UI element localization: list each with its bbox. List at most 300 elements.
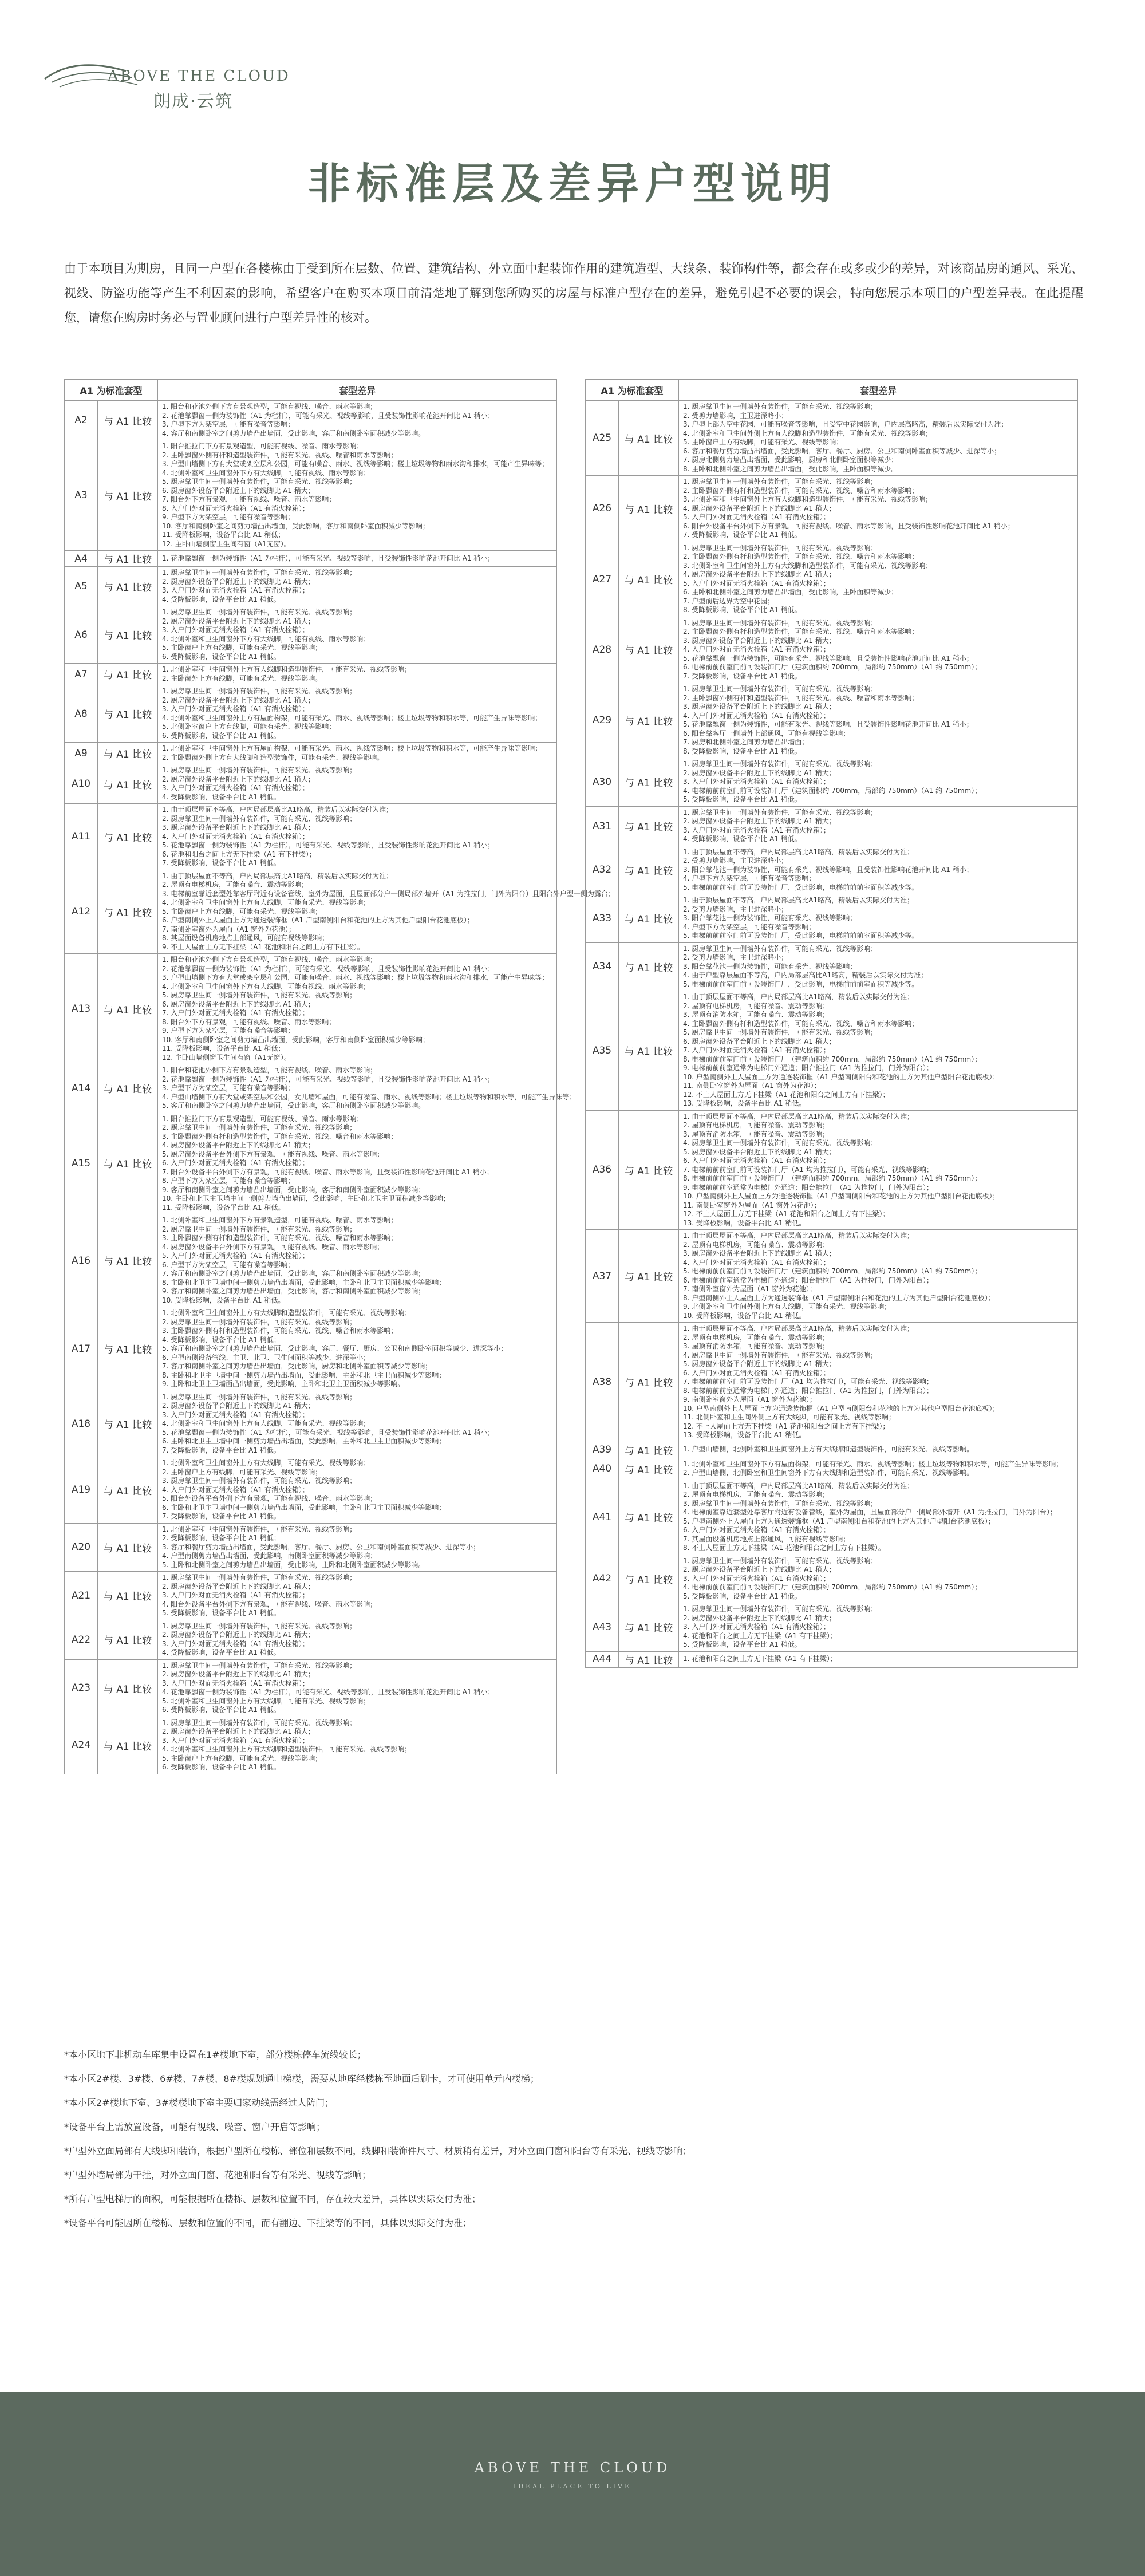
note-item: *设备平台上需放置设备，可能有视线、噪音、窗户开启等影响； — [64, 2121, 326, 2132]
difference-item: 7. 入户门外对面无消火栓箱（A1 有消火栓箱）； — [162, 1009, 309, 1017]
difference-item: 3. 厨房靠卫生间一侧墙外有装饰件，可能有采光、视线等影响； — [683, 1499, 878, 1508]
difference-item: 5. 客厅和南侧卧室之间剪力墙凸出墙面，受此影响，客厅和南侧卧室面积减少等影响。 — [162, 1102, 425, 1110]
table-row — [65, 1523, 557, 1572]
difference-item: 8. 其屋面设备机房地点上部通风，可能有视线等影响； — [162, 934, 329, 942]
unit-code: A19 — [65, 1457, 98, 1524]
difference-item: 4. 受降板影响，设备平台比 A1 稍低； — [162, 1335, 281, 1344]
difference-item: 7. 受降板影响，设备平台比 A1 稍低。 — [162, 859, 281, 867]
difference-item: 5. 厨房靠卫生间一侧墙外有装饰件，可能有采光、视线等影响； — [162, 991, 357, 999]
difference-item: 7. 厨房和北侧卧室之间剪力墙凸出墙面； — [683, 738, 809, 746]
difference-item: 2. 主卧飘窗外侧有杆和造型装饰件，可能有采光、视线、噪音和雨水等影响； — [683, 693, 919, 702]
compare-label: 与 A1 比较 — [619, 1458, 679, 1480]
difference-item: 6. 电梯前前前室通常为电梯门外通道；阳台推拉门（A1 为推拉门，门外为阳台）； — [683, 1276, 933, 1284]
table-row — [65, 685, 557, 743]
compare-label: 与 A1 比较 — [619, 1442, 679, 1458]
difference-item: 4. 受降板影响，设备平台比 A1 稍低。 — [683, 835, 802, 843]
difference-item: 4. 阳台外设备平台外侧下方有景观，可能有视线、噪音、雨水等影响； — [162, 1600, 377, 1608]
difference-item: 2. 受剪力墙影响，主卫进深略小； — [683, 857, 788, 865]
difference-item: 3. 户型上部为空中花园，可能有噪音等影响，且受空中花园影响，户内层高略高，精装后以实际交付为准； — [683, 420, 1008, 428]
compare-label: 与 A1 比较 — [619, 401, 679, 476]
difference-item: 5. 受降板影响，设备平台比 A1 稍低。 — [683, 1592, 802, 1600]
difference-item: 6. 受降板影响，设备平台比 A1 稍低。 — [162, 1763, 281, 1771]
compare-label: 与 A1 比较 — [98, 743, 158, 764]
table-row — [586, 1458, 1078, 1480]
difference-cell — [158, 743, 557, 764]
difference-cell — [679, 758, 1078, 807]
difference-item: 3. 北侧卧室和卫生间窗外上方有大线脚和造型装饰件，可能有采光、视线等影响； — [683, 561, 933, 570]
difference-item: 7. 客厅和南侧卧室之间剪力墙凸出墙面，受此影响，厨房和北侧卧室面积等减少等影响； — [162, 1362, 432, 1370]
difference-item: 4. 入户门外对面无消火栓箱（A1 有消火栓箱）； — [683, 711, 830, 720]
difference-cell — [679, 1110, 1078, 1230]
table-row — [65, 764, 557, 804]
difference-item: 3. 北侧卧室和卫生间窗外上方有大线脚和造型装饰件，可能有采光、视线等影响； — [683, 495, 933, 503]
difference-item: 4. 北侧卧室和卫生间窗外上方有屋面构架，可能有采光、雨水、视线等影响；楼上垃圾等物和积水等，可能产生异味等影响； — [162, 713, 542, 722]
difference-item: 5. 户型南侧外上人屋面上方为通透装饰框（A1 户型南侧阳台和花池的上方为其他户型阳台花池底板）； — [683, 1517, 995, 1525]
difference-item: 2. 厨房窗外设备平台附近上下的线脚比 A1 稍大； — [162, 775, 315, 783]
difference-cell — [679, 1458, 1078, 1480]
table-row — [65, 606, 557, 664]
difference-item: 5. 入户门外对面无消火栓箱（A1 有消火栓箱）； — [683, 513, 830, 521]
difference-item: 4. 厨房窗外设备平台附近上下的线脚比 A1 稍大； — [162, 1141, 315, 1149]
difference-item: 6. 户型下方为架空层，可能有噪音等影响； — [162, 1260, 295, 1269]
difference-item: 4. 厨房窗外设备平台附近上下的线脚比 A1 稍大； — [683, 504, 836, 512]
table-row — [65, 1307, 557, 1391]
difference-item: 10. 主卧和北卫主卫墙中间一侧剪力墙凸出墙面，受此影响，主卧和北卫主卫面积减少等影响； — [162, 1194, 450, 1202]
difference-item: 1. 厨房靠卫生间一侧墙外有装饰件，可能有采光、视线等影响； — [162, 766, 357, 774]
difference-item: 2. 屋顶有电梯机房，可能有噪音、震动等影响； — [162, 881, 309, 889]
difference-item: 2. 厨房窗外设备平台附近上下的线脚比 A1 稍大； — [683, 1614, 836, 1622]
unit-code: A12 — [65, 870, 98, 954]
difference-cell — [679, 942, 1078, 991]
difference-item: 5. 厨房窗外设备平台外侧下方有景观，可能有视线、噪音、雨水等影响； — [162, 1150, 384, 1158]
difference-item: 7. 阳台外下方有景观，可能有视线、噪音、雨水等影响； — [162, 495, 336, 503]
difference-item: 4. 户型下方为架空层，可能有噪音等影响； — [683, 922, 816, 931]
table-row — [586, 1442, 1078, 1458]
difference-item: 5. 电梯前前前室门前可设装饰门厅，受此影响，电梯前前前室面积等减少等。 — [683, 883, 919, 891]
difference-item: 2. 主卧飘窗外侧上方有大线脚和造型装饰件，可能有采光、视线等影响。 — [162, 753, 384, 762]
difference-item: 5. 花池靠飘窗一侧为装饰性，可能有采光、视线等影响，且受装饰性影响花池开间比 A1 稍小； — [683, 654, 973, 662]
unit-code: A39 — [586, 1442, 619, 1458]
unit-code: A38 — [586, 1323, 619, 1442]
difference-item: 4. 受降板影响，设备平台比 A1 稍低。 — [162, 1648, 281, 1656]
difference-item: 2. 厨房窗外设备平台附近上下的线脚比 A1 稍大； — [162, 1727, 315, 1735]
difference-item: 7. 阳台外设备平台外侧下方有景观，可能有视线、噪音、雨水等影响，且受装饰性影响花池开间比 A1 稍小； — [162, 1167, 493, 1176]
unit-code: A27 — [586, 542, 619, 617]
difference-cell — [158, 1717, 557, 1774]
difference-item: 5. 入户门外对面无消火栓箱（A1 有消火栓箱）； — [683, 579, 830, 587]
difference-item: 2. 主卧窗外上方有线脚，可能有采光、视线等影响。 — [162, 674, 322, 683]
difference-item: 2. 屋顶有电梯机房，可能有噪音、震动等影响； — [683, 1240, 830, 1249]
difference-item: 7. 受降板影响，设备平台比 A1 稍低。 — [162, 1446, 281, 1454]
difference-item: 2. 主卧飘窗外侧有杆和造型装饰件，可能有采光、视线、噪音和雨水等影响； — [683, 553, 919, 561]
difference-cell — [679, 1323, 1078, 1442]
difference-item: 5. 北侧卧室窗户上方有线脚，可能有采光、视线等影响； — [162, 723, 336, 731]
table-row — [586, 476, 1078, 542]
difference-item: 6. 阳台外设备平台外侧下方有景观，可能有视线、噪音、雨水等影响，且受装饰性影响花池开间比 A1 稍小； — [683, 522, 1014, 530]
table-row — [65, 551, 557, 567]
compare-label: 与 A1 比较 — [619, 1480, 679, 1555]
brand-logo — [40, 45, 292, 112]
difference-item: 5. 主卧和北侧卧室之间剪力墙凸出墙面，受此影响，主卧和北侧卧室面积减少等影响。 — [162, 1560, 425, 1569]
unit-code: A6 — [65, 606, 98, 664]
difference-item: 1. 北侧卧室和卫生间窗外有装饰件，可能有采光、视线等影响； — [162, 1525, 357, 1533]
table-row — [65, 1620, 557, 1659]
difference-item: 2. 户型山墙侧，北侧卧室和卫生间窗外下方有大线脚和造型装饰件，可能有采光、视线等影响。 — [683, 1469, 974, 1477]
unit-code: A13 — [65, 954, 98, 1064]
compare-label: 与 A1 比较 — [619, 758, 679, 807]
table-row — [65, 440, 557, 551]
difference-item: 7. 厨房北侧剪力墙凸出墙面，受此影响，厨房和北侧卧室面积等减少； — [683, 456, 898, 464]
difference-item: 9. 北侧卧室和卫生间外侧上方有大线脚，可能有采光、视线等影响； — [683, 1303, 891, 1311]
unit-code: A9 — [65, 743, 98, 764]
compare-label: 与 A1 比较 — [619, 1110, 679, 1230]
difference-item: 2. 厨房窗外设备平台附近上下的线脚比 A1 稍大； — [162, 696, 315, 704]
compare-label: 与 A1 比较 — [98, 1659, 158, 1717]
difference-item: 7. 入户门外对面无消火栓箱（A1 有消火栓箱）； — [683, 1046, 830, 1054]
difference-item: 3. 屋顶有消防水箱，可能有噪音、震动等影响； — [683, 1011, 830, 1019]
difference-item: 6. 花池和阳台之间上方无下挂梁（A1 有下挂梁）； — [162, 850, 316, 858]
unit-code: A31 — [586, 806, 619, 846]
compare-label: 与 A1 比较 — [619, 542, 679, 617]
compare-label: 与 A1 比较 — [98, 764, 158, 804]
difference-cell — [158, 1391, 557, 1457]
brand-chinese: 朗成·云筑 — [153, 92, 234, 112]
difference-item: 5. 主卧窗户上方有线脚，可能有采光、视线等影响； — [162, 1754, 322, 1762]
compare-label: 与 A1 比较 — [98, 1391, 158, 1457]
difference-item: 3. 主卧飘窗外侧有杆和造型装饰件，可能有采光、视线、噪音和雨水等影响； — [162, 1234, 398, 1242]
difference-item: 1. 由于顶层屋面不等高，户内局部层高比A1略高，精装后以实际交付为准； — [683, 1481, 914, 1490]
table-row — [65, 1659, 557, 1717]
compare-label: 与 A1 比较 — [619, 1651, 679, 1667]
compare-label: 与 A1 比较 — [619, 1603, 679, 1652]
difference-item: 5. 主卧窗户上方有线脚，可能有采光、视线等影响； — [162, 644, 322, 652]
difference-cell — [679, 806, 1078, 846]
difference-item: 11. 北侧卧室和卫生间外侧上方有大线脚，可能有采光、视线等影响； — [683, 1413, 895, 1421]
unit-code: A23 — [65, 1659, 98, 1717]
difference-item: 5. 电梯前前前室门前可设装饰门厅，受此影响，电梯前前前室面积等减少等。 — [683, 932, 919, 940]
difference-item: 8. 主卧和北侧卧室之间剪力墙凸出墙面，受此影响，主卧面积等减少。 — [683, 464, 898, 473]
difference-cell — [158, 1307, 557, 1391]
table-header-row — [65, 380, 557, 401]
difference-cell — [679, 542, 1078, 617]
difference-item: 5. 花池靠飘窗一侧为装饰性（A1 为栏杆），可能有采光、视线等影响，且受装饰性影响花池开间比 A1 稍小； — [162, 1428, 495, 1437]
difference-cell — [679, 1442, 1078, 1458]
difference-cell — [679, 683, 1078, 758]
difference-item: 1. 厨房靠卫生间一侧墙外有装饰件，可能有采光、视线等影响； — [683, 944, 878, 953]
difference-item: 1. 户型山墙侧，北侧卧室和卫生间窗外上方有大线脚和造型装饰件，可能有采光、视线等影响。 — [683, 1445, 974, 1454]
unit-code: A44 — [586, 1651, 619, 1667]
table-row — [65, 870, 557, 954]
difference-item: 10. 受降板影响，设备平台比 A1 稍低。 — [162, 1296, 285, 1304]
difference-cell — [158, 1572, 557, 1620]
difference-item: 1. 厨房靠卫生间一侧墙外有装饰件，可能有采光、视线等影响； — [162, 569, 357, 577]
difference-item: 9. 户型下方为架空层，可能有噪音等影响； — [162, 1027, 295, 1035]
table-row — [65, 567, 557, 606]
difference-cell — [158, 804, 557, 870]
compare-label: 与 A1 比较 — [98, 401, 158, 440]
difference-item: 6. 入户门外对面无消火栓箱（A1 有消火栓箱）； — [683, 1157, 830, 1165]
difference-item: 1. 阳台和花池外侧下方有景观造型，可能有视线、噪音、雨水等影响； — [162, 956, 377, 964]
difference-item: 1. 阳台推拉门下方有景观造型，可能有视线、噪音、雨水等影响； — [162, 1114, 364, 1123]
difference-item: 8. 不上人屋面上方无下挂梁（A1 花池和阳台之间上方有下挂梁）。 — [683, 1544, 885, 1552]
difference-item: 12. 主卧山墙侧窗卫生间有窗（A1无窗）。 — [162, 539, 291, 548]
difference-item: 8. 电梯前前前室通常为电梯门外通道；阳台推拉门（A1 为推拉门，门外为阳台）； — [683, 1386, 933, 1395]
difference-item: 8. 主卧和北卫主卫墙中间一侧剪力墙凸出墙面，受此影响，主卧和北卫主卫面积减少等影响； — [162, 1371, 446, 1379]
difference-item: 1. 厨房靠卫生间一侧墙外有装饰件，可能有采光、视线等影响； — [162, 608, 357, 616]
difference-item: 1. 阳台和花池外侧下方有景观造型，可能有视线、噪音、雨水等影响； — [162, 403, 377, 411]
difference-item: 5. 受降板影响，设备平台比 A1 稍低。 — [683, 1640, 802, 1648]
difference-item: 1. 厨房靠卫生间一侧墙外有装饰件，可能有采光、视线等影响； — [162, 1392, 357, 1401]
unit-code: A5 — [65, 567, 98, 606]
compare-label: 与 A1 比较 — [619, 991, 679, 1111]
compare-label: 与 A1 比较 — [98, 685, 158, 743]
difference-item: 6. 客厅和餐厅剪力墙凸出墙面，受此影响，客厅、餐厅、厨房、公卫和南侧卧室面积等减少、进深等小； — [683, 447, 1001, 455]
difference-item: 5. 入户门外对面无消火栓箱（A1 有消火栓箱）； — [162, 1252, 309, 1260]
note-item: *户型外立面局部有大线脚和装饰，根据户型所在楼栋、部位和层数不同，线脚和装饰件尺寸、材质稍有差异，对外立面门窗和阳台等有采光、视线等影响； — [64, 2145, 692, 2156]
difference-cell — [158, 606, 557, 664]
unit-code: A17 — [65, 1307, 98, 1391]
difference-cell — [158, 664, 557, 685]
difference-item: 4. 花池靠飘窗一侧为装饰性（A1 为栏杆），可能有采光、视线等影响，且受装饰性影响花池开间比 A1 稍小； — [162, 1688, 495, 1696]
difference-item: 4. 北侧卧室和卫生间窗外上方有大线脚，可能有采光、视线等影响； — [162, 1419, 370, 1427]
compare-label: 与 A1 比较 — [619, 846, 679, 894]
difference-item: 8. 电梯前前前室门前可设装饰门厅（建筑面积约 700mm，局部约 750mm）（A1 约 750mm）； — [683, 1174, 982, 1182]
difference-item: 12. 不上人屋面上方无下挂梁（A1 花池和阳台之间上方有下挂梁）； — [683, 1422, 890, 1430]
difference-item: 7. 受降板影响，设备平台比 A1 稍低。 — [683, 531, 802, 539]
difference-item: 2. 受剪力墙影响，主卫进深略小； — [683, 953, 788, 961]
difference-item: 4. 客厅和南侧卧室之间剪力墙凸出墙面，受此影响，客厅和南侧卧室面积减少等影响。 — [162, 429, 425, 437]
difference-item: 12. 不上人屋面上方无下挂梁（A1 花池和阳台之间上方有下挂梁）； — [683, 1210, 890, 1218]
difference-item: 1. 北侧卧室和卫生间窗外上方有大线脚和造型装饰件，可能有采光、视线等影响； — [162, 1309, 412, 1317]
footer-brand: ABOVE THE CLOUD — [474, 2460, 671, 2476]
notes-list — [64, 2043, 1095, 2235]
difference-item: 5. 受降板影响，设备平台比 A1 稍低。 — [683, 795, 802, 803]
difference-cell — [158, 1064, 577, 1113]
unit-code: A10 — [65, 764, 98, 804]
difference-item: 4. 北侧卧室和卫生间窗外下方有大线脚，可能有视线、雨水等影响； — [162, 982, 370, 991]
table-row — [65, 804, 557, 870]
difference-cell — [158, 1113, 557, 1214]
difference-item: 8. 电梯前前前室门前可设装饰门厅（建筑面积约 700mm，局部约 750mm）（A1 约 750mm）； — [683, 1055, 982, 1063]
difference-item: 4. 北侧卧室和卫生间窗外下方有大线脚，可能有视线、雨水等影响； — [162, 468, 370, 477]
unit-code: A16 — [65, 1214, 98, 1307]
difference-item: 3. 屋顶有消防水箱，可能有噪音、震动等影响； — [683, 1130, 830, 1138]
difference-item: 1. 厨房靠卫生间一侧墙外有装饰件，可能有采光、视线等影响； — [683, 478, 878, 486]
unit-code: A36 — [586, 1110, 619, 1230]
difference-item: 2. 厨房靠卫生间一侧墙外有装饰件，可能有采光、视线等影响； — [162, 1317, 357, 1326]
difference-item: 9. 客厅和南侧卧室之间剪力墙凸出墙面，受此影响，客厅和南侧卧室面积减少等影响； — [162, 1287, 425, 1295]
difference-cell — [158, 685, 557, 743]
difference-item: 1. 由于顶层屋面不等高，户内局部层高比A1略高，精装后以实际交付为准； — [683, 847, 914, 856]
difference-item: 5. 电梯前前前室门前可设装饰门厅（建筑面积约 700mm，局部约 750mm）（A1 约 750mm）； — [683, 1267, 982, 1275]
difference-item: 1. 厨房靠卫生间一侧墙外有装饰件，可能有采光、视线等影响； — [683, 1605, 878, 1613]
table-row — [65, 743, 557, 764]
difference-item: 3. 入户门外对面无消火栓箱（A1 有消火栓箱）； — [162, 1679, 309, 1687]
difference-item: 1. 厨房靠卫生间一侧墙外有装饰件，可能有采光、视线等影响； — [683, 760, 878, 768]
difference-item: 1. 厨房靠卫生间一侧墙外有装饰件，可能有采光、视线等影响； — [162, 1718, 357, 1727]
header-standard: A1 为标准套型 — [586, 380, 679, 401]
table-row — [586, 758, 1078, 807]
table-row — [586, 942, 1078, 991]
compare-label: 与 A1 比较 — [619, 942, 679, 991]
difference-item: 3. 入户门外对面无消火栓箱（A1 有消火栓箱）； — [162, 705, 309, 713]
difference-item: 3. 户型山墙侧下方有大堂或架空层和公园，可能有噪音、雨水、视线等影响；楼上垃圾等物和雨水沟和排水，可能产生异味等； — [162, 460, 549, 468]
difference-item: 2. 厨房靠卫生间一侧墙外有装饰件，可能有采光、视线等影响； — [162, 1225, 357, 1233]
difference-item: 5. 花池靠飘窗一侧为装饰性，可能有采光、视线等影响，且受装饰性影响花池开间比 A1 稍小； — [683, 720, 973, 728]
footer — [0, 2392, 1145, 2576]
difference-item: 9. 客厅和南侧卧室之间剪力墙凸出墙面，受此影响，客厅和南侧卧室面积减少等影响； — [162, 1185, 425, 1194]
difference-item: 4. 入户门外对面无消火栓箱（A1 有消火栓箱）； — [683, 1258, 830, 1267]
difference-item: 13. 受降板影响，设备平台比 A1 稍低。 — [683, 1431, 806, 1439]
difference-item: 5. 电梯前前前室门前可设装饰门厅，受此影响，电梯前前前室面积等减少等。 — [683, 980, 919, 988]
table-row — [65, 1572, 557, 1620]
header-standard: A1 为标准套型 — [65, 380, 158, 401]
difference-cell — [158, 954, 557, 1064]
difference-item: 1. 由于顶层屋面不等高，户内局部层高比A1略高，精装后以实际交付为准； — [683, 896, 914, 904]
difference-item: 6. 主卧和北卫主卫墙中间一侧剪力墙凸出墙面，受此影响，主卧和北卫主卫面积减少等影响； — [162, 1503, 446, 1512]
difference-item: 10. 客厅和南侧卧室之间剪力墙凸出墙面，受此影响，客厅和南侧卧室面积减少等影响； — [162, 1035, 429, 1044]
difference-item: 13. 受降板影响，设备平台比 A1 稍低。 — [683, 1218, 806, 1227]
difference-item: 3. 入户门外对面无消火栓箱（A1 有消火栓箱）； — [683, 1574, 830, 1583]
compare-label: 与 A1 比较 — [98, 551, 158, 567]
difference-item: 5. 厨房靠卫生间一侧墙外有装饰件，可能有采光、视线等影响； — [162, 478, 357, 486]
difference-item: 1. 厨房靠卫生间一侧墙外有装饰件，可能有采光、视线等影响； — [162, 687, 357, 695]
difference-item: 4. 花池和阳台之间上方无下挂梁（A1 有下挂梁）； — [683, 1631, 837, 1640]
difference-item: 2. 受剪力墙影响，主卫进深略小； — [683, 411, 788, 420]
difference-item: 3. 户型下方为架空层，可能有噪音等影响； — [162, 420, 295, 428]
difference-item: 2. 厨房窗外设备平台附近上下的线脚比 A1 稍大； — [162, 1582, 315, 1591]
table-row — [65, 401, 557, 440]
difference-item: 5. 花池靠飘窗一侧为装饰性（A1 为栏杆），可能有采光、视线等影响，且受装饰性影响花池开间比 A1 稍小； — [162, 841, 495, 849]
difference-item: 2. 厨房靠卫生间一侧墙外有装饰件，可能有采光、视线等影响； — [162, 814, 357, 823]
difference-item: 7. 电梯前前前室门前可设装饰门厅（A1 均为推拉门），可能有采光、视线等影响； — [683, 1378, 933, 1386]
difference-item: 5. 阳台外设备平台外侧下方有景观，可能有视线、噪音、雨水等影响； — [162, 1494, 377, 1502]
difference-cell — [158, 1457, 557, 1524]
unit-code: A2 — [65, 401, 98, 440]
table-row — [586, 1480, 1078, 1555]
difference-item: 2. 花池靠飘窗一侧为装饰性（A1 为栏杆），可能有采光、视线等影响，且受装饰性影响花池开间比 A1 稍小； — [162, 411, 495, 420]
compare-label: 与 A1 比较 — [619, 1555, 679, 1603]
difference-item: 7. 南侧卧室窗外为屋面（A1 窗外为花池）； — [162, 925, 295, 933]
difference-item: 4. 户型南侧剪力墙凸出墙面，受此影响，南侧卧室面积等减少等影响； — [162, 1552, 377, 1560]
difference-cell — [679, 1555, 1078, 1603]
table-header-row — [586, 380, 1078, 401]
difference-item: 6. 户型南侧外上人屋面上方为通透装饰框（A1 户型南侧阳台和花池的上方为其他户型阳台花池底板）； — [162, 916, 474, 924]
unit-code: A28 — [586, 617, 619, 683]
difference-item: 2. 屋顶有电梯机房，可能有噪音、震动等影响； — [683, 1333, 830, 1342]
difference-item: 1. 花池和阳台之间上方无下挂梁（A1 有下挂梁）； — [683, 1655, 837, 1663]
compare-label: 与 A1 比较 — [98, 1214, 158, 1307]
difference-item: 6. 电梯前前前室门前可设装饰门厅（建筑面积约 700mm，局部约 750mm）（A1 约 750mm）； — [683, 663, 982, 671]
difference-item: 6. 厨房窗外设备平台附近上下的线脚比 A1 稍大； — [683, 1037, 836, 1046]
difference-item: 3. 入户门外对面无消火栓箱（A1 有消火栓箱）； — [162, 1591, 309, 1599]
difference-item: 10. 户型南侧外上人屋面上方为通透装饰框（A1 户型南侧阳台和花池的上方为其他户型阳台花池底板）； — [683, 1192, 1000, 1200]
difference-item: 6. 入户门外对面无消火栓箱（A1 有消火栓箱）； — [162, 1159, 309, 1167]
table-row — [586, 1110, 1078, 1230]
difference-item: 11. 受降板影响，设备平台比 A1 稍低； — [162, 1044, 285, 1052]
difference-item: 1. 厨房靠卫生间一侧墙外有装饰件，可能有采光、视线等影响； — [683, 1556, 878, 1565]
difference-item: 1. 北侧卧室和卫生间窗外下方有屋面构架，可能有采光、雨水、视线等影响；楼上垃圾等物和积水等，可能产生异味等影响； — [683, 1459, 1063, 1468]
difference-item: 5. 受降板影响，设备平台比 A1 稍低。 — [162, 1609, 281, 1617]
difference-item: 5. 主卧窗户上方有线脚，可能有采光、视线等影响； — [162, 907, 322, 916]
difference-item: 1. 厨房靠卫生间一侧墙外有装饰件，可能有采光、视线等影响； — [162, 1622, 357, 1630]
difference-item: 7. 客厅和南侧卧室之间剪力墙凸出墙面，受此影响，客厅和南侧卧室面积减少等影响； — [162, 1269, 425, 1277]
difference-item: 3. 入户门外对面无消火栓箱（A1 有消火栓箱）； — [162, 1639, 309, 1648]
compare-label: 与 A1 比较 — [98, 804, 158, 870]
table-row — [586, 1651, 1078, 1667]
difference-item: 1. 阳台和花池外侧下方有景观造型，可能有视线、噪音、雨水等影响； — [162, 1066, 377, 1074]
unit-code: A25 — [586, 401, 619, 476]
difference-item: 3. 厨房靠卫生间一侧墙外有装饰件，可能有采光、视线等影响； — [162, 1477, 357, 1485]
difference-item: 9. 南侧卧室窗外为屋面（A1 窗外为花池）； — [683, 1395, 816, 1403]
difference-item: 1. 由于顶层屋面不等高，户内局部层高比A1略高，精装后以实际交付为准； — [683, 1112, 914, 1121]
compare-label: 与 A1 比较 — [98, 1064, 158, 1113]
note-item: *本小区地下非机动车库集中设置在1#楼地下室，部分楼栋停车流线较长； — [64, 2049, 366, 2060]
compare-label: 与 A1 比较 — [98, 606, 158, 664]
difference-cell — [679, 991, 1078, 1111]
table-row — [65, 1457, 557, 1524]
difference-item: 7. 受降板影响，设备平台比 A1 稍低。 — [162, 1512, 281, 1520]
difference-item: 3. 阳台靠花池一侧为装饰性，可能有采光、视线等影响； — [683, 914, 857, 922]
table-row — [586, 683, 1078, 758]
unit-code: A15 — [65, 1113, 98, 1214]
difference-item: 3. 户型下方为架空层，可能有噪音等影响； — [162, 1084, 295, 1092]
difference-item: 1. 厨房靠卫生间一侧墙外有装饰件，可能有采光、视线等影响； — [162, 1661, 357, 1670]
difference-item: 3. 入户门外对面无消火栓箱（A1 有消火栓箱）； — [162, 1736, 309, 1745]
unit-code: A21 — [65, 1572, 98, 1620]
compare-label: 与 A1 比较 — [98, 1307, 158, 1391]
difference-item: 4. 入户门外对面无消火栓箱（A1 有消火栓箱）； — [162, 1485, 309, 1494]
unit-code: A34 — [586, 942, 619, 991]
table-row — [586, 846, 1078, 894]
difference-item: 3. 入户门外对面无消火栓箱（A1 有消火栓箱）； — [162, 1410, 309, 1419]
difference-item: 6. 受降板影响，设备平台比 A1 稍低。 — [162, 652, 281, 661]
difference-item: 3. 入户门外对面无消火栓箱（A1 有消火栓箱）； — [683, 778, 830, 786]
difference-item: 6. 受降板影响，设备平台比 A1 稍低。 — [162, 731, 281, 740]
difference-item: 1. 厨房靠卫生间一侧墙外有装饰件，可能有采光、视线等影响； — [683, 543, 878, 552]
header-difference: 套型差异 — [158, 380, 557, 401]
difference-item: 3. 入户门外对面无消火栓箱（A1 有消火栓箱）； — [162, 784, 309, 792]
difference-item: 11. 南侧卧室窗外为屋面（A1 窗外为花池）； — [683, 1201, 821, 1209]
difference-item: 3. 入户门外对面无消火栓箱（A1 有消火栓箱）； — [683, 826, 830, 834]
difference-item: 3. 厨房窗外设备平台附近上下的线脚比 A1 稍大； — [683, 703, 836, 711]
compare-label: 与 A1 比较 — [619, 1323, 679, 1442]
difference-item: 2. 主卧飘窗外侧有杆和造型装饰件，可能有采光、视线、噪音和雨水等影响； — [162, 451, 398, 459]
table-row — [586, 806, 1078, 846]
unit-code: A8 — [65, 685, 98, 743]
table-row — [65, 1214, 557, 1307]
difference-item: 7. 电梯前前前室门前可设装饰门厅（A1 均为推拉门），可能有采光、视线等影响； — [683, 1165, 933, 1174]
difference-item: 3. 入户门外对面无消火栓箱（A1 有消火栓箱）； — [162, 586, 309, 594]
difference-cell — [158, 764, 557, 804]
table-row — [586, 542, 1078, 617]
difference-item: 2. 受降板影响，设备平台比 A1 稍低； — [162, 1534, 281, 1542]
difference-item: 2. 厨房窗外设备平台附近上下的线脚比 A1 稍大； — [162, 577, 315, 586]
compare-label: 与 A1 比较 — [98, 1457, 158, 1524]
difference-item: 2. 花池靠飘窗一侧为装饰性（A1 为栏杆），可能有采光、视线等影响，且受装饰性影响花池开间比 A1 稍小； — [162, 1075, 495, 1083]
difference-item: 8. 户型南侧外上人屋面上方为通透装饰框（A1 户型南侧阳台和花池的上方为其他户型阳台花池底板）； — [683, 1293, 995, 1302]
compare-label: 与 A1 比较 — [98, 1113, 158, 1214]
unit-code: A29 — [586, 683, 619, 758]
difference-item: 3. 阳台靠花池一侧为装饰性，可能有采光、视线等影响，且受装饰性影响花池开间比 A1 稍小； — [683, 865, 973, 874]
difference-item: 4. 厨房靠卫生间一侧墙外有装饰件，可能有采光、视线等影响； — [683, 1351, 878, 1359]
difference-item: 5. 厨房窗外设备平台附近上下的线脚比 A1 稍大； — [683, 1147, 836, 1156]
difference-item: 4. 入户门外对面无消火栓箱（A1 有消火栓箱）； — [162, 832, 309, 841]
difference-cell — [158, 1620, 557, 1659]
difference-item: 13. 受降板影响，设备平台比 A1 稍低。 — [683, 1099, 806, 1107]
difference-item: 8. 受降板影响，设备平台比 A1 稍低。 — [683, 747, 802, 755]
difference-item: 11. 受降板影响，设备平台比 A1 稍低。 — [162, 1203, 285, 1212]
